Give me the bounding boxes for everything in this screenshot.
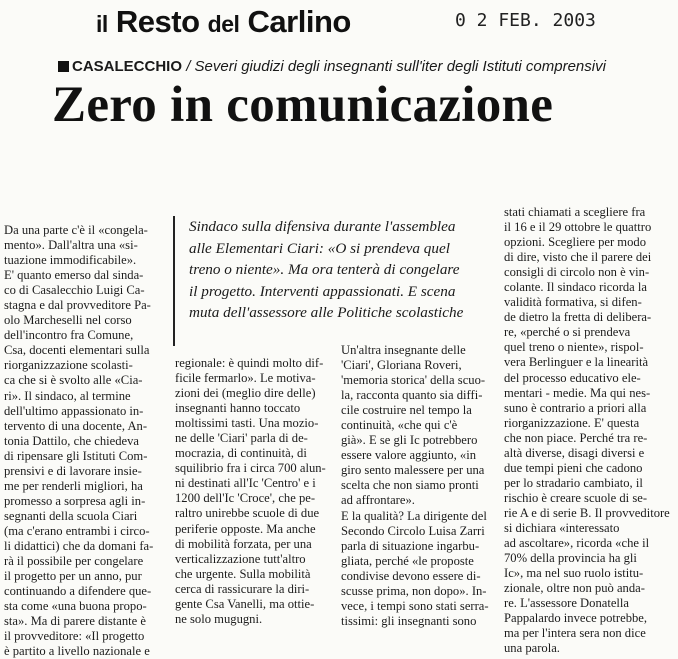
article-text-line: due tempi pieni che cadono bbox=[504, 460, 643, 475]
article-text-line: del processo educativo ele- bbox=[504, 370, 641, 385]
article-text-line: moltissimi tasti. Una mozio- bbox=[175, 416, 319, 431]
section-subtitle: / Severi giudizi degli insegnanti sull'iter degli Istituti comprensivi bbox=[186, 58, 606, 75]
article-text-line: Pappalardo invece potrebbe, bbox=[504, 611, 648, 626]
article-text-line: re, «perché o si prendeva bbox=[504, 325, 631, 340]
article-text-line: sta». Ma di parere distante è bbox=[4, 614, 146, 629]
article-column-2 bbox=[175, 356, 335, 627]
article-text-line: gente Csa Vanelli, ma ottie- bbox=[175, 596, 315, 611]
article-text-line: verticalizzazione tutt'altro bbox=[175, 551, 306, 566]
article-text-line: condivise devono essere di- bbox=[341, 568, 481, 583]
article-text-line: Un'altra insegnante delle bbox=[341, 343, 466, 357]
article-text-line: tervento di una docente, An- bbox=[4, 418, 148, 433]
article-text-line: è partito a livello nazionale e bbox=[4, 644, 150, 659]
article-text-line: sta come «una buona propo- bbox=[4, 599, 147, 614]
article-text-line: colante. Il sindaco ricorda la bbox=[504, 280, 648, 295]
article-text-line: squilibrio fra i circa 700 alun- bbox=[175, 461, 326, 476]
article-text-line: mento». Dall'altra una «si- bbox=[4, 238, 138, 253]
article-text-line: Ic», ma nel suo ruolo istitu- bbox=[504, 566, 644, 581]
article-text-line: stati chiamati a scegliere fra bbox=[504, 205, 646, 219]
article-text-line: E' quanto emerso dal sinda- bbox=[4, 268, 144, 283]
article-text-line: insegnanti hanno toccato bbox=[175, 401, 301, 416]
article-text-line: zioni dei (meglio dire delle) bbox=[175, 386, 316, 401]
article-text-line: ad ascoltare», ricorda «che il bbox=[504, 536, 650, 551]
article-text-line: co di Casalecchio Luigi Ca- bbox=[4, 283, 145, 298]
article-text-line: stagna e dal provveditore Pa- bbox=[4, 298, 151, 313]
article-text-line: consigli di circolo non è vin- bbox=[504, 265, 650, 280]
article-text-line: Da una parte c'è il «congela- bbox=[4, 223, 148, 237]
article-text-line: li didattici) che da domani fa- bbox=[4, 538, 154, 553]
standfirst-line: treno o niente». Ma ora tenterà di congelare bbox=[189, 261, 460, 278]
article-text-line: suno è contrario a priori alla bbox=[504, 400, 647, 415]
article-text-line: rà il possibile per congelare bbox=[4, 554, 144, 569]
article-text-line: ne solo mugugni. bbox=[175, 611, 263, 626]
article-text-line: dell'incontro fra Comune, bbox=[4, 328, 134, 343]
article-text-line: riorganizzazione. E' questa bbox=[504, 415, 640, 430]
standfirst-line: muta dell'assessore alle Politiche scolastiche bbox=[189, 304, 464, 321]
standfirst-line: il progetto. Interventi appassionati. E scena bbox=[189, 282, 456, 300]
article-text-line: continuità, «che qui c'è bbox=[341, 418, 458, 433]
article-text-line: Secondo Circolo Luisa Zarri bbox=[341, 523, 485, 538]
masthead-end: Carlino bbox=[247, 4, 351, 39]
article-text-line: ne delle 'Ciari' parla di de- bbox=[175, 431, 308, 446]
article-text-line: ri». Il sindaco, al termine bbox=[4, 388, 131, 403]
article-text-line: 70% della provincia ha gli bbox=[504, 551, 637, 566]
article-text-line: per lo stradario cambiato, il bbox=[504, 475, 643, 490]
article-text-line: de dietro la fretta di delibera- bbox=[504, 310, 652, 325]
article-text-line: ficile fermarlo». Le motiva- bbox=[175, 371, 316, 386]
article-text-line: vera Berlinguer e la linearità bbox=[504, 355, 649, 370]
article-text-line: rischio è creare scuole di se- bbox=[504, 490, 648, 505]
article-text-line: tonia Dattilo, che chiedeva bbox=[4, 433, 139, 448]
article-text-line: zionale, oltre non può anda- bbox=[504, 581, 645, 596]
article-text-line: continuando a difendere que- bbox=[4, 584, 152, 599]
article-text-line: prensivi e di lavorare insie- bbox=[4, 463, 142, 478]
article-text-line: la, racconta quanto sia diffi- bbox=[341, 388, 483, 403]
article-text-line: scelta che non siamo pronti bbox=[341, 478, 479, 493]
date-stamp: 0 2 FEB. 2003 bbox=[455, 10, 596, 31]
article-text-line: si dichiara «interessato bbox=[504, 520, 620, 535]
article-text-line: tissimi: gli insegnanti sono bbox=[341, 613, 477, 628]
article-text-line: mocrazia, di continuità, di bbox=[175, 446, 307, 461]
article-text-line: mentari - medie. Ma qui nes- bbox=[504, 385, 651, 400]
article-text-line: di mobilità forzata, per una bbox=[175, 536, 312, 551]
article-text-line: gliata, perché «le proposte bbox=[341, 553, 474, 568]
article-text-line: me per renderli migliori, ha bbox=[4, 478, 143, 493]
article-text-line: 1200 dell'Ic 'Croce', che pe- bbox=[175, 491, 316, 506]
square-bullet-icon bbox=[58, 61, 69, 72]
article-text-line: opzioni. Scegliere per modo bbox=[504, 235, 646, 250]
article-text-line: tuazione immodificabile». bbox=[4, 253, 137, 268]
article-text-line: di ripensare gli Istituti Com- bbox=[4, 448, 148, 463]
article-text-line: olo Marcheselli nel corso bbox=[4, 313, 132, 328]
article-column-4 bbox=[504, 205, 676, 656]
article-text-line: raltro unirebbe scuole di due bbox=[175, 506, 320, 521]
article-text-line: 'memoria storica' della scuo- bbox=[341, 373, 486, 388]
article-text-line: il progetto per un anno, pur bbox=[4, 569, 142, 584]
article-text-line: regionale: è quindi molto dif- bbox=[175, 356, 324, 370]
article-headline: Zero in comunicazione bbox=[52, 77, 554, 133]
article-column-3 bbox=[341, 343, 498, 629]
article-text-line: Csa, docenti elementari sulla bbox=[4, 343, 150, 358]
standfirst-line: alle Elementari Ciari: «O si prendeva quel bbox=[189, 239, 450, 257]
masthead-main: Resto bbox=[115, 4, 200, 39]
article-text-line: riorganizzazione scolasti- bbox=[4, 358, 133, 373]
article-text-line: periferie opposte. Ma anche bbox=[175, 521, 316, 536]
article-text-line: scusse prima, non dopo». In- bbox=[341, 583, 487, 598]
article-text-line: vece, i tempi sono stati serra- bbox=[341, 598, 489, 613]
article-column-1 bbox=[4, 223, 170, 659]
article-text-line: che urgente. Sulla mobilità bbox=[175, 566, 311, 581]
newspaper-masthead bbox=[96, 4, 351, 40]
article-text-line: altà diverse, disagi diversi e bbox=[504, 445, 645, 460]
article-text-line: giro sento malessere per una bbox=[341, 463, 485, 478]
article-standfirst bbox=[173, 216, 507, 346]
masthead-prefix: il bbox=[96, 11, 108, 37]
article-text-line: 'Ciari', Gloriana Roveri, bbox=[341, 358, 462, 373]
article-text-line: ni destinati all'Ic 'Centro' e i bbox=[175, 476, 316, 491]
article-text-line: re. L'assessore Donatella bbox=[504, 596, 630, 611]
article-text-line: E la qualità? La dirigente del bbox=[341, 508, 487, 523]
article-text-line: segnanti della scuola Ciari bbox=[4, 508, 138, 523]
article-text-line: cile costruire nel tempo la bbox=[341, 403, 472, 418]
article-text-line: parla di situazione ingarbu- bbox=[341, 538, 480, 553]
article-text-line: che non piace. Perché tra re- bbox=[504, 430, 648, 445]
masthead-del: del bbox=[207, 11, 240, 37]
standfirst-line: Sindaco sulla difensiva durante l'assemblea bbox=[189, 218, 456, 235]
article-text-line: cerca di rassicurare la diri- bbox=[175, 581, 310, 596]
article-text-line: quel treno o niente», rispol- bbox=[504, 340, 644, 355]
article-text-line: il provveditore: «Il progetto bbox=[4, 629, 145, 644]
article-text-line: ca che si è svolto alle «Cia- bbox=[4, 373, 143, 388]
article-text-line: il 16 e il 29 ottobre le quattro bbox=[504, 220, 652, 235]
article-text-line: (ma c'erano entrambi i circo- bbox=[4, 523, 150, 538]
section-header bbox=[58, 58, 668, 75]
section-kicker: CASALECCHIO bbox=[72, 58, 183, 75]
article-text-line: ad affrontare». bbox=[341, 493, 415, 508]
article-text-line: promesso a sorpresa agli in- bbox=[4, 493, 146, 508]
article-text-line: essere valore aggiunto, «in bbox=[341, 448, 476, 463]
article-text-line: di dire, visto che il parere dei bbox=[504, 250, 652, 265]
article-text-line: una parola. bbox=[504, 641, 560, 656]
article-text-line: rie A e di serie B. Il provveditore bbox=[504, 505, 670, 520]
article-text-line: validità formativa, si difen- bbox=[504, 295, 642, 310]
article-text-line: già». E se gli Ic potrebbero bbox=[341, 433, 478, 448]
article-text-line: dell'ultimo appassionato in- bbox=[4, 403, 144, 418]
article-text-line: ma per l'intera sera non dice bbox=[504, 626, 646, 641]
